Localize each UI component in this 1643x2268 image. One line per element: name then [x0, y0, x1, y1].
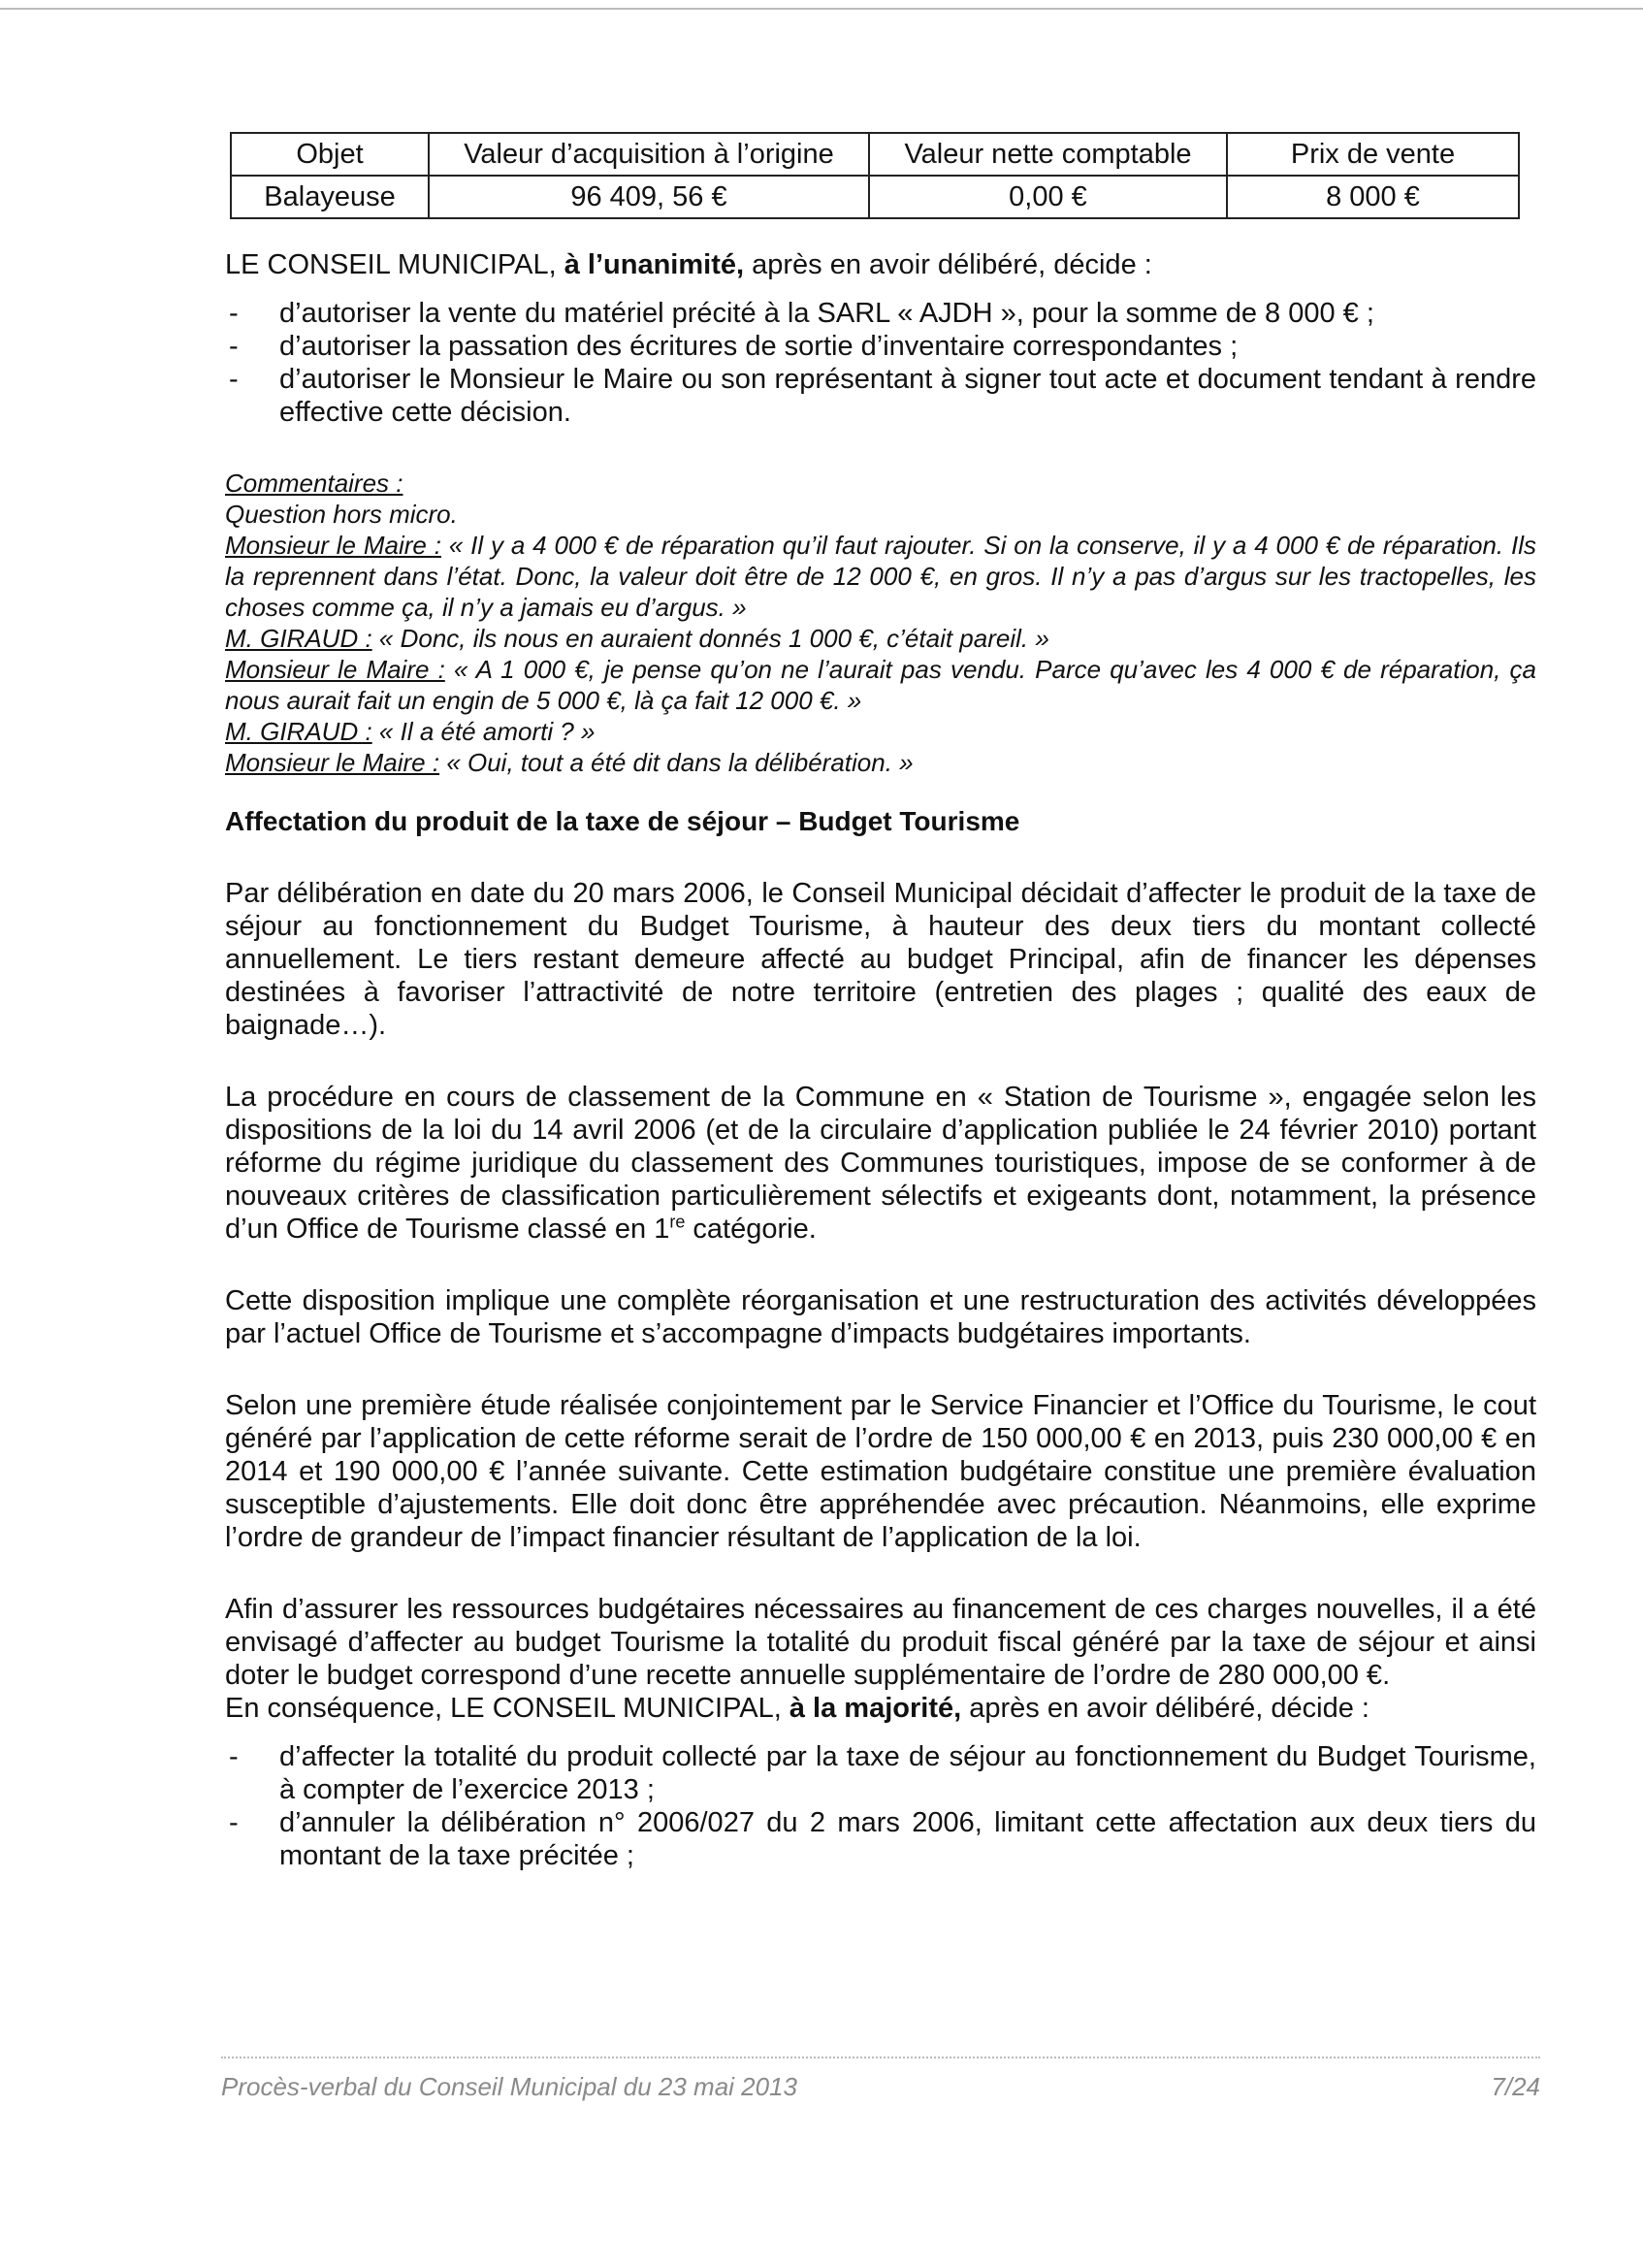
decision-list [225, 297, 1536, 429]
decision-intro-text: LE CONSEIL MUNICIPAL, [225, 249, 557, 280]
header-prix-vente: Prix de vente [1227, 133, 1519, 176]
comment-line [225, 716, 1536, 747]
cell-objet: Balayeuse [231, 176, 429, 218]
paragraph-etude: Selon une première étude réalisée conjointement par le Service Financier et l’Office du Tourisme, le cout généré par l’application de cette réforme serait de l’ordre de 150 000,00 € en 2013, puis 230 000,00 € en 2014 et 190 000,00 € l’année suivante. Cette estimation budgétaire constitue une première évaluation susceptible d’ajustements. Elle doit donc être appréhendée avec précaution. Néanmoins, elle exprime l’ordre de grandeur de l’impact financier résultant de l’application de la loi. [225, 1390, 1536, 1553]
document-body [225, 132, 1536, 1872]
cell-valeur-nette: 0,00 € [869, 176, 1227, 218]
header-objet: Objet [231, 133, 429, 176]
decision-intro-end: après en avoir délibéré, décide : [752, 249, 1152, 280]
comment-speaker: M. GIRAUD : [225, 717, 372, 746]
list-item: - d’affecter la totalité du produit collecté par la taxe de séjour au fonctionnement du Budget Tourisme, à compter de l’exercice 2013 ; [225, 1740, 1536, 1806]
paragraph-procedure-end: catégorie. [685, 1214, 817, 1245]
scan-edge-line [0, 8, 1643, 10]
paragraph-procedure [225, 1081, 1536, 1246]
decision-vote-result: à l’unanimité, [564, 249, 745, 280]
comment-line [225, 623, 1536, 654]
comments-title: Commentaires : [225, 469, 403, 498]
footer-divider [221, 2057, 1540, 2068]
decision-intro [225, 248, 1536, 281]
cell-valeur-acquisition: 96 409, 56 € [429, 176, 869, 218]
header-valeur-nette: Valeur nette comptable [869, 133, 1227, 176]
comment-speaker: M. GIRAUD : [225, 624, 372, 653]
footer-title: Procès-verbal du Conseil Municipal du 23 mai 2013 [221, 2072, 797, 2101]
page-footer [221, 2057, 1540, 2103]
section-heading: Affectation du produit de la taxe de séjour – Budget Tourisme [225, 806, 1020, 836]
comments-block [225, 468, 1536, 778]
decision2-list [225, 1740, 1536, 1872]
list-item: - d’annuler la délibération n° 2006/027 du 2 mars 2006, limitant cette affectation aux deux tiers du montant de la taxe précitée ; [225, 1806, 1536, 1872]
list-item: - d’autoriser la passation des écritures de sortie d’inventaire correspondantes ; [225, 330, 1536, 363]
comments-question: Question hors micro. [225, 500, 458, 529]
comment-line [225, 530, 1536, 623]
header-valeur-acquisition: Valeur d’acquisition à l’origine [429, 133, 869, 176]
comment-text: « Il a été amorti ? » [378, 717, 596, 746]
page-number: 7/24 [1491, 2072, 1540, 2101]
table-header-row [231, 133, 1519, 176]
sale-items-table [230, 132, 1520, 219]
list-item: - d’autoriser la vente du matériel précité à la SARL « AJDH », pour la somme de 8 000 € ; [225, 297, 1536, 330]
paragraph-procedure-text: La procédure en cours de classement de la Commune en « Station de Tourisme », engagée selon les dispositions de la loi du 14 avril 2006 (et de la circulaire d’application publiée le 24 février 2010) portant réforme du régime juridique du classement des Communes touristiques, impose de se conformer à de nouveaux critères de classification particulièrement sélectifs et exigeants dont, notamment, la présence d’un Office de Tourisme classé en 1 [225, 1082, 1536, 1245]
comment-speaker: Monsieur le Maire : [225, 655, 445, 684]
paragraph-deliberation: Par délibération en date du 20 mars 2006, le Conseil Municipal décidait d’affecter le produit de la taxe de séjour au fonctionnement du Budget Tourisme, à hauteur des deux tiers du montant collecté annuellement. Le tiers restant demeure affecté au budget Principal, afin de financer les dépenses destinées à favoriser l’attractivité de notre territoire (entretien des plages ; qualité des eaux de baignade…). [225, 878, 1536, 1041]
decision2-vote-result: à la majorité, [789, 1693, 962, 1724]
superscript-re: re [669, 1212, 686, 1232]
comment-text: « Il y a 4 000 € de réparation qu’il faut rajouter. Si on la conserve, il y a 4 000 € de réparation. Ils la reprennent dans l’état. Donc, la valeur doit être de 12 000 €, en gros. Il n’y a pas d’argus sur les tractopelles, les choses comme ça, il n’y a jamais eu d’argus. » [225, 531, 1536, 622]
decision2-intro-end: après en avoir délibéré, décide : [969, 1693, 1369, 1724]
comment-text: « Oui, tout a été dit dans la délibération. » [446, 748, 914, 777]
paragraph-ressources: Afin d’assurer les ressources budgétaires nécessaires au financement de ces charges nouvelles, il a été envisagé d’affecter au budget Tourisme la totalité du produit fiscal généré par la taxe de séjour et ainsi doter le budget correspond d’une recette annuelle supplémentaire de l’ordre de 280 000,00 €. [225, 1594, 1536, 1691]
comment-speaker: Monsieur le Maire : [225, 531, 441, 560]
comment-speaker: Monsieur le Maire : [225, 748, 440, 777]
paragraph-disposition: Cette disposition implique une complète réorganisation et une restructuration des activités développées par l’actuel Office de Tourisme et s’accompagne d’impacts budgétaires importants. [225, 1285, 1536, 1349]
decision2-intro-text: En conséquence, LE CONSEIL MUNICIPAL, [225, 1693, 782, 1724]
table-row [231, 176, 1519, 218]
cell-prix-vente: 8 000 € [1227, 176, 1519, 218]
comment-text: « A 1 000 €, je pense qu’on ne l’aurait pas vendu. Parce qu’avec les 4 000 € de réparation, ça nous aurait fait un engin de 5 000 €, là ça fait 12 000 €. » [225, 655, 1536, 715]
comment-line [225, 654, 1536, 716]
decision2-intro [225, 1692, 1536, 1725]
comment-line [225, 747, 1536, 778]
list-item: - d’autoriser le Monsieur le Maire ou son représentant à signer tout acte et document tendant à rendre effective cette décision. [225, 363, 1536, 429]
comment-text: « Donc, ils nous en auraient donnés 1 000 €, c’était pareil. » [378, 624, 1049, 653]
